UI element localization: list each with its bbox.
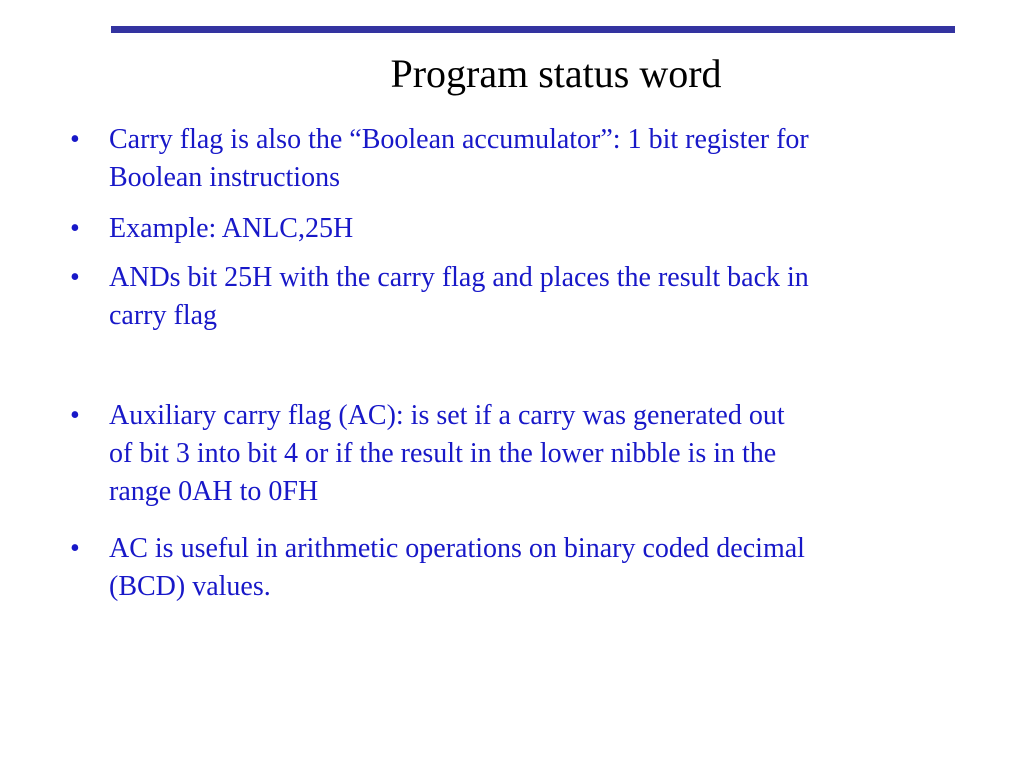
bullet-text: AC is useful in arithmetic operations on binary coded decimal (BCD) values. [109,533,805,602]
bullet-item [70,121,970,197]
bullet-dot-icon: • [70,533,80,564]
bullet-item [70,397,970,511]
bullet-text: Example: ANLC,25H [109,213,354,244]
bullet-dot-icon: • [70,124,80,155]
bullet-text: Carry flag is also the “Boolean accumulator”: 1 bit register for Boolean instructions [109,124,809,193]
bullet-dot-icon: • [70,213,80,244]
bullet-item [70,210,970,248]
bullet-dot-icon: • [70,262,80,293]
bullet-dot-icon: • [70,400,80,431]
bullet-item [70,259,970,335]
bullet-item [70,530,970,606]
slide-title: Program status word [390,51,722,96]
bullet-text: Auxiliary carry flag (AC): is set if a carry was generated out of bit 3 into bit 4 or if the result in the lower nibble is in the range 0AH to 0FH [109,400,785,507]
bullet-text: ANDs bit 25H with the carry flag and places the result back in carry flag [109,262,809,331]
